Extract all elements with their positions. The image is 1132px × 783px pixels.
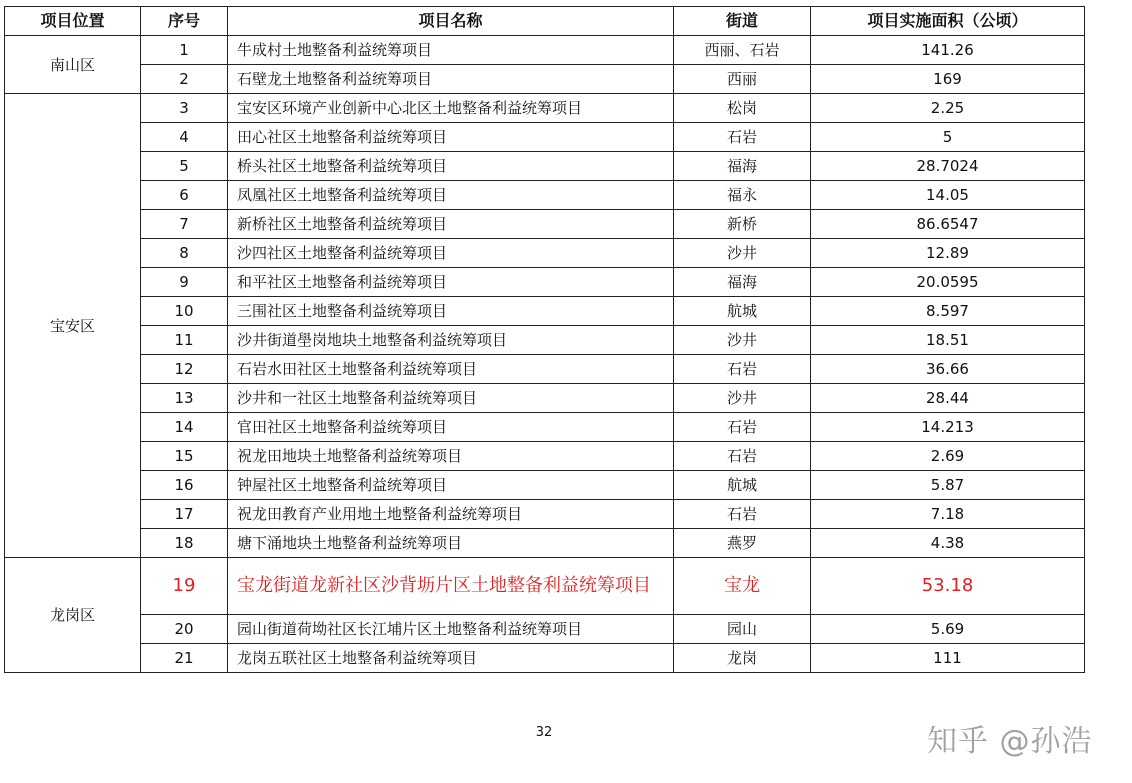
area-cell: 8.597 — [811, 297, 1085, 326]
project-name-cell: 祝龙田教育产业用地土地整备利益统筹项目 — [228, 500, 674, 529]
project-name-cell: 凤凰社区土地整备利益统筹项目 — [228, 181, 674, 210]
table-row — [5, 413, 1085, 442]
street-cell: 沙井 — [674, 326, 811, 355]
project-name-cell: 园山街道荷坳社区长江埔片区土地整备利益统筹项目 — [228, 615, 674, 644]
table-row — [5, 326, 1085, 355]
header-location: 项目位置 — [5, 7, 141, 36]
seq-cell: 21 — [141, 644, 228, 673]
seq-cell: 7 — [141, 210, 228, 239]
table-row — [5, 36, 1085, 65]
table-row — [5, 471, 1085, 500]
table-row — [5, 500, 1085, 529]
street-cell: 石岩 — [674, 500, 811, 529]
table-row — [5, 355, 1085, 384]
area-cell: 5 — [811, 123, 1085, 152]
seq-cell: 18 — [141, 529, 228, 558]
table-row — [5, 94, 1085, 123]
district-cell: 宝安区 — [5, 94, 141, 558]
street-cell: 石岩 — [674, 442, 811, 471]
area-cell: 86.6547 — [811, 210, 1085, 239]
seq-cell: 13 — [141, 384, 228, 413]
area-cell: 20.0595 — [811, 268, 1085, 297]
area-cell: 18.51 — [811, 326, 1085, 355]
table-row — [5, 615, 1085, 644]
street-cell: 航城 — [674, 471, 811, 500]
street-cell: 园山 — [674, 615, 811, 644]
area-cell: 5.69 — [811, 615, 1085, 644]
page-number: 32 — [535, 725, 553, 740]
seq-cell: 17 — [141, 500, 228, 529]
seq-cell: 2 — [141, 65, 228, 94]
table-row — [5, 442, 1085, 471]
header-name: 项目名称 — [228, 7, 674, 36]
project-name-cell: 新桥社区土地整备利益统筹项目 — [228, 210, 674, 239]
table-row — [5, 210, 1085, 239]
area-cell: 53.18 — [811, 558, 1085, 615]
seq-cell: 14 — [141, 413, 228, 442]
street-cell: 福海 — [674, 152, 811, 181]
street-cell: 石岩 — [674, 355, 811, 384]
area-cell: 14.213 — [811, 413, 1085, 442]
district-cell: 南山区 — [5, 36, 141, 94]
project-name-cell: 宝龙街道龙新社区沙背坜片区土地整备利益统筹项目 — [228, 558, 674, 615]
table-row — [5, 384, 1085, 413]
area-cell: 111 — [811, 644, 1085, 673]
project-name-cell: 石岩水田社区土地整备利益统筹项目 — [228, 355, 674, 384]
street-cell: 沙井 — [674, 239, 811, 268]
area-cell: 5.87 — [811, 471, 1085, 500]
area-cell: 169 — [811, 65, 1085, 94]
project-name-cell: 和平社区土地整备利益统筹项目 — [228, 268, 674, 297]
seq-cell: 15 — [141, 442, 228, 471]
project-name-cell: 钟屋社区土地整备利益统筹项目 — [228, 471, 674, 500]
seq-cell: 9 — [141, 268, 228, 297]
street-cell: 宝龙 — [674, 558, 811, 615]
street-cell: 新桥 — [674, 210, 811, 239]
project-name-cell: 桥头社区土地整备利益统筹项目 — [228, 152, 674, 181]
area-cell: 28.44 — [811, 384, 1085, 413]
seq-cell: 10 — [141, 297, 228, 326]
area-cell: 2.69 — [811, 442, 1085, 471]
street-cell: 龙岗 — [674, 644, 811, 673]
highlighted-row — [5, 558, 1085, 615]
header-row — [5, 7, 1085, 36]
street-cell: 福海 — [674, 268, 811, 297]
street-cell: 西丽 — [674, 65, 811, 94]
table-row — [5, 123, 1085, 152]
table-row — [5, 297, 1085, 326]
table-row — [5, 65, 1085, 94]
seq-cell: 11 — [141, 326, 228, 355]
area-cell: 7.18 — [811, 500, 1085, 529]
area-cell: 2.25 — [811, 94, 1085, 123]
area-cell: 141.26 — [811, 36, 1085, 65]
seq-cell: 4 — [141, 123, 228, 152]
project-name-cell: 龙岗五联社区土地整备利益统筹项目 — [228, 644, 674, 673]
project-name-cell: 石壁龙土地整备利益统筹项目 — [228, 65, 674, 94]
project-name-cell: 祝龙田地块土地整备利益统筹项目 — [228, 442, 674, 471]
seq-cell: 19 — [141, 558, 228, 615]
street-cell: 石岩 — [674, 413, 811, 442]
seq-cell: 8 — [141, 239, 228, 268]
street-cell: 沙井 — [674, 384, 811, 413]
seq-cell: 3 — [141, 94, 228, 123]
street-cell: 西丽、石岩 — [674, 36, 811, 65]
project-name-cell: 宝安区环境产业创新中心北区土地整备利益统筹项目 — [228, 94, 674, 123]
seq-cell: 12 — [141, 355, 228, 384]
header-seq: 序号 — [141, 7, 228, 36]
header-area: 项目实施面积（公顷） — [811, 7, 1085, 36]
table-row — [5, 152, 1085, 181]
seq-cell: 20 — [141, 615, 228, 644]
project-name-cell: 牛成村土地整备利益统筹项目 — [228, 36, 674, 65]
table-row — [5, 644, 1085, 673]
project-name-cell: 三围社区土地整备利益统筹项目 — [228, 297, 674, 326]
project-name-cell: 塘下涌地块土地整备利益统筹项目 — [228, 529, 674, 558]
projects-table — [4, 6, 1085, 673]
street-cell: 燕罗 — [674, 529, 811, 558]
header-street: 街道 — [674, 7, 811, 36]
table-row — [5, 268, 1085, 297]
project-name-cell: 田心社区土地整备利益统筹项目 — [228, 123, 674, 152]
project-name-cell: 官田社区土地整备利益统筹项目 — [228, 413, 674, 442]
watermark: 知乎 @孙浩 — [927, 724, 1093, 759]
table-row — [5, 529, 1085, 558]
project-name-cell: 沙井和一社区土地整备利益统筹项目 — [228, 384, 674, 413]
street-cell: 福永 — [674, 181, 811, 210]
table-row — [5, 239, 1085, 268]
street-cell: 石岩 — [674, 123, 811, 152]
street-cell: 松岗 — [674, 94, 811, 123]
district-cell: 龙岗区 — [5, 558, 141, 673]
seq-cell: 16 — [141, 471, 228, 500]
area-cell: 28.7024 — [811, 152, 1085, 181]
area-cell: 12.89 — [811, 239, 1085, 268]
project-name-cell: 沙井街道壆岗地块土地整备利益统筹项目 — [228, 326, 674, 355]
street-cell: 航城 — [674, 297, 811, 326]
table-row — [5, 181, 1085, 210]
seq-cell: 1 — [141, 36, 228, 65]
area-cell: 4.38 — [811, 529, 1085, 558]
project-name-cell: 沙四社区土地整备利益统筹项目 — [228, 239, 674, 268]
seq-cell: 6 — [141, 181, 228, 210]
area-cell: 14.05 — [811, 181, 1085, 210]
seq-cell: 5 — [141, 152, 228, 181]
area-cell: 36.66 — [811, 355, 1085, 384]
